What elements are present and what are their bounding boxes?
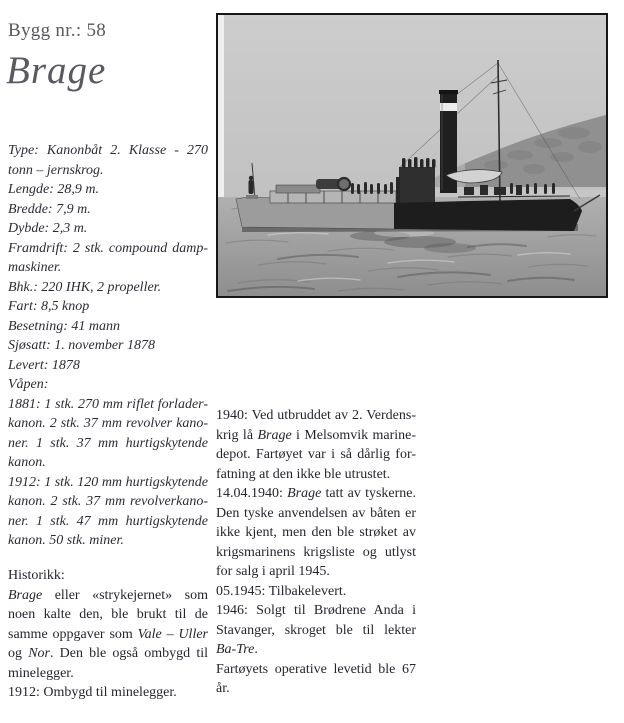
text-line: ikke kjent, men den ble strøket av xyxy=(216,525,416,540)
build-number-heading: Bygg nr.: 58 xyxy=(8,20,107,41)
history-paragraphs xyxy=(8,586,208,703)
paragraph xyxy=(216,582,416,602)
text-line: kanon. 50 stk. miner. xyxy=(8,533,124,548)
text-line: ner. 1 stk. 37 mm hurtigskytende xyxy=(8,435,208,451)
text-line: Den tyske anvendelsen av båten er xyxy=(216,505,416,521)
paragraph xyxy=(8,239,208,278)
text-line: ner. 1 stk. 47 mm hurtigskytende xyxy=(8,513,208,529)
text-line: fatning at den ikke ble utrustet. xyxy=(216,466,391,482)
paragraph xyxy=(8,473,208,551)
paragraph xyxy=(8,395,208,473)
text-line: 1881: 1 stk. 270 mm riflet forlader- xyxy=(8,396,208,412)
paragraph xyxy=(216,484,416,582)
paragraph xyxy=(216,601,416,660)
text-line: Type: Kanonbåt 2. Klasse - 270 xyxy=(8,143,208,158)
history-heading: Historikk: xyxy=(8,568,65,583)
text-line: år. xyxy=(216,681,230,696)
text-line: kanon. xyxy=(8,455,46,470)
history-section xyxy=(8,566,208,703)
events-section xyxy=(216,406,416,699)
paragraph xyxy=(8,297,208,317)
paragraph xyxy=(8,336,208,356)
text-line: Ba-Tre. xyxy=(216,642,258,657)
text-line: Dybde: 2,3 m. xyxy=(8,221,88,236)
text-line: 05.1945: Tilbakelevert. xyxy=(216,583,347,599)
paragraph xyxy=(8,356,208,376)
text-line: minelegger. xyxy=(8,665,74,681)
text-line: samme oppgaver som Vale – Uller xyxy=(8,626,208,642)
text-line: 1946: Solgt til Brødrene Anda i xyxy=(216,603,416,618)
paragraph xyxy=(8,278,208,298)
text-line: depot. Fartøyet var i så dårlig for- xyxy=(216,447,416,462)
text-line: kanon. 2 stk. 37 mm revolver kano- xyxy=(8,416,208,431)
specifications-list xyxy=(8,141,208,551)
text-line: 1912: 1 stk. 120 mm hurtigskytende xyxy=(8,474,208,490)
text-line: Våpen: xyxy=(8,377,49,392)
ship-photo xyxy=(216,13,608,298)
paragraph xyxy=(8,219,208,239)
text-line: 1940: Ved utbruddet av 2. Verdens- xyxy=(216,408,416,423)
text-line: Bredde: 7,9 m. xyxy=(8,201,91,217)
ship-title: Brage xyxy=(6,49,107,92)
text-line: Bhk.: 220 IHK, 2 propeller. xyxy=(8,279,162,295)
text-line: 14.04.1940: Brage tatt av tyskerne. xyxy=(216,486,416,501)
text-line: Fartøyets operative levetid ble 67 xyxy=(216,661,416,677)
text-line: Besetning: 41 mann xyxy=(8,318,120,334)
text-line: og Nor. Den ble også ombygd til xyxy=(8,646,208,661)
text-line: noen kalte den, ble brukt til de xyxy=(8,607,208,622)
text-line: kanon. 2 stk. 37 mm revolverkano- xyxy=(8,494,208,509)
text-line: Lengde: 28,9 m. xyxy=(8,182,99,197)
paragraph xyxy=(8,586,208,684)
text-line: 1912: Ombygd til minelegger. xyxy=(8,685,177,700)
text-line: Framdrift: 2 stk. compound damp- xyxy=(8,240,208,256)
text-line: maskiner. xyxy=(8,260,62,275)
text-line: Fart: 8,5 knop xyxy=(8,299,90,314)
text-line: Stavanger, skroget ble til lekter xyxy=(216,622,416,638)
text-line: tonn – jernskrog. xyxy=(8,162,104,178)
text-line: krigsmarinens krigsliste og utlyst xyxy=(216,544,416,560)
ship-photo-graphic xyxy=(218,15,606,296)
text-line: for salg i april 1945. xyxy=(216,564,330,579)
text-line: Brage eller «strykejernet» som xyxy=(8,587,208,603)
paragraph xyxy=(216,660,416,699)
text-line: krig lå Brage i Melsomvik marine- xyxy=(216,427,416,443)
text-line: Sjøsatt: 1. november 1878 xyxy=(8,338,155,353)
paragraph xyxy=(8,375,208,395)
paragraph xyxy=(8,683,208,703)
text-line: Levert: 1878 xyxy=(8,357,80,373)
paragraph xyxy=(216,406,416,484)
paragraph xyxy=(8,200,208,220)
paragraph xyxy=(8,141,208,180)
paragraph xyxy=(8,317,208,337)
paragraph xyxy=(8,180,208,200)
